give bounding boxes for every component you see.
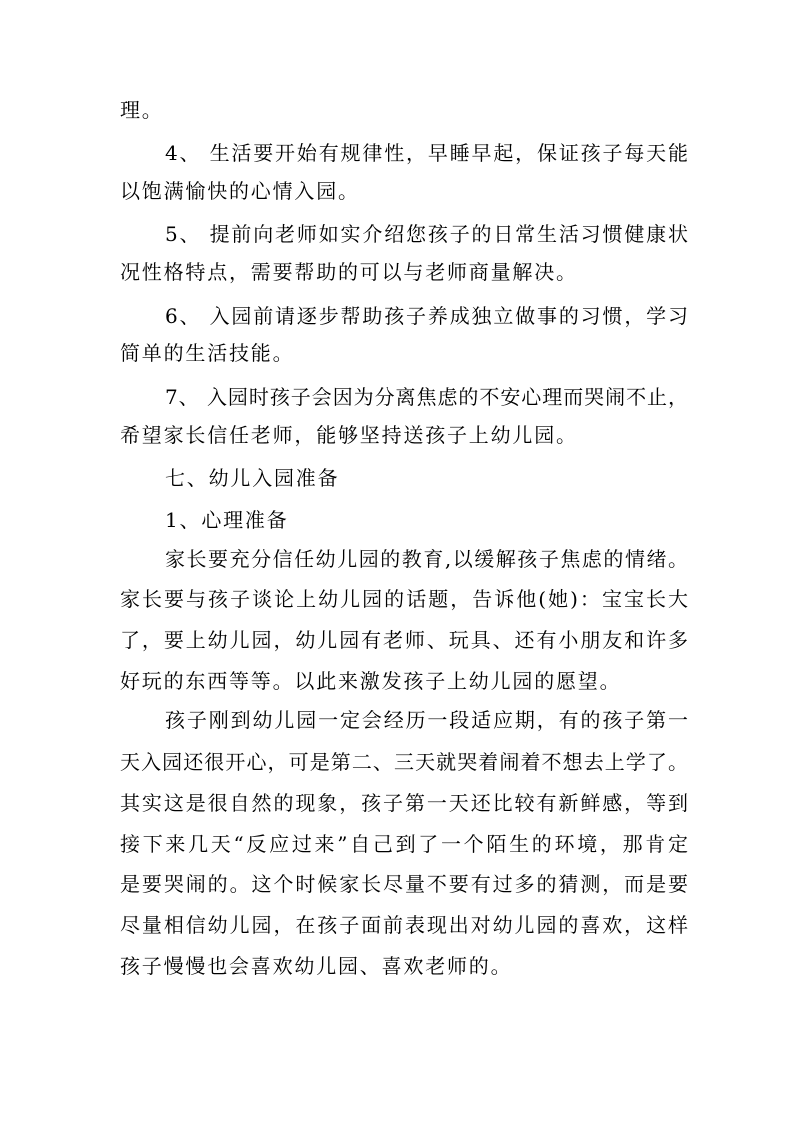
text-line: 以饱满愉快的心情入园。 xyxy=(120,179,360,203)
text-line: 家长要与孩子谈论上幼儿园的话题，告诉他(她)：宝宝长大 xyxy=(120,587,688,611)
text-line: 接下来几天“反应过来”自己到了一个陌生的环境，那肯定 xyxy=(120,832,688,856)
text-line: 天入园还很开心，可是第二、三天就哭着闹着不想去上学了。 xyxy=(120,750,688,774)
text-line: 4、 生活要开始有规律性，早睡早起，保证孩子每天能 xyxy=(165,141,688,165)
subsection-heading: 1、心理准备 xyxy=(165,508,289,532)
text-line: 简单的生活技能。 xyxy=(120,341,295,365)
text-line: 孩子慢慢也会喜欢幼儿园、喜欢老师的。 xyxy=(120,954,513,978)
text-line: 其实这是很自然的现象，孩子第一天还比较有新鲜感，等到 xyxy=(120,791,688,815)
text-line: 孩子刚到幼儿园一定会经历一段适应期，有的孩子第一 xyxy=(165,708,688,732)
section-heading: 七、幼儿入园准备 xyxy=(165,466,340,490)
text-line: 了，要上幼儿园，幼儿园有老师、玩具、还有小朋友和许多 xyxy=(120,628,688,652)
text-line: 况性格特点，需要帮助的可以与老师商量解决。 xyxy=(120,260,578,284)
text-line: 理。 xyxy=(120,98,164,122)
text-line: 6、 入园前请逐步帮助孩子养成独立做事的习惯，学习 xyxy=(165,304,688,328)
text-line: 好玩的东西等等。以此来激发孩子上幼儿园的愿望。 xyxy=(120,669,622,693)
text-line: 家长要充分信任幼儿园的教育,以缓解孩子焦虑的情绪。 xyxy=(165,547,688,571)
text-line: 5、 提前向老师如实介绍您孩子的日常生活习惯健康状 xyxy=(165,222,688,246)
text-line: 尽量相信幼儿园，在孩子面前表现出对幼儿园的喜欢，这样 xyxy=(120,913,688,937)
text-line: 是要哭闹的。这个时候家长尽量不要有过多的猜测，而是要 xyxy=(120,872,688,896)
text-line: 希望家长信任老师，能够坚持送孩子上幼儿园。 xyxy=(120,423,578,447)
text-line: 7、 入园时孩子会因为分离焦虑的不安心理而哭闹不止， xyxy=(165,385,688,409)
